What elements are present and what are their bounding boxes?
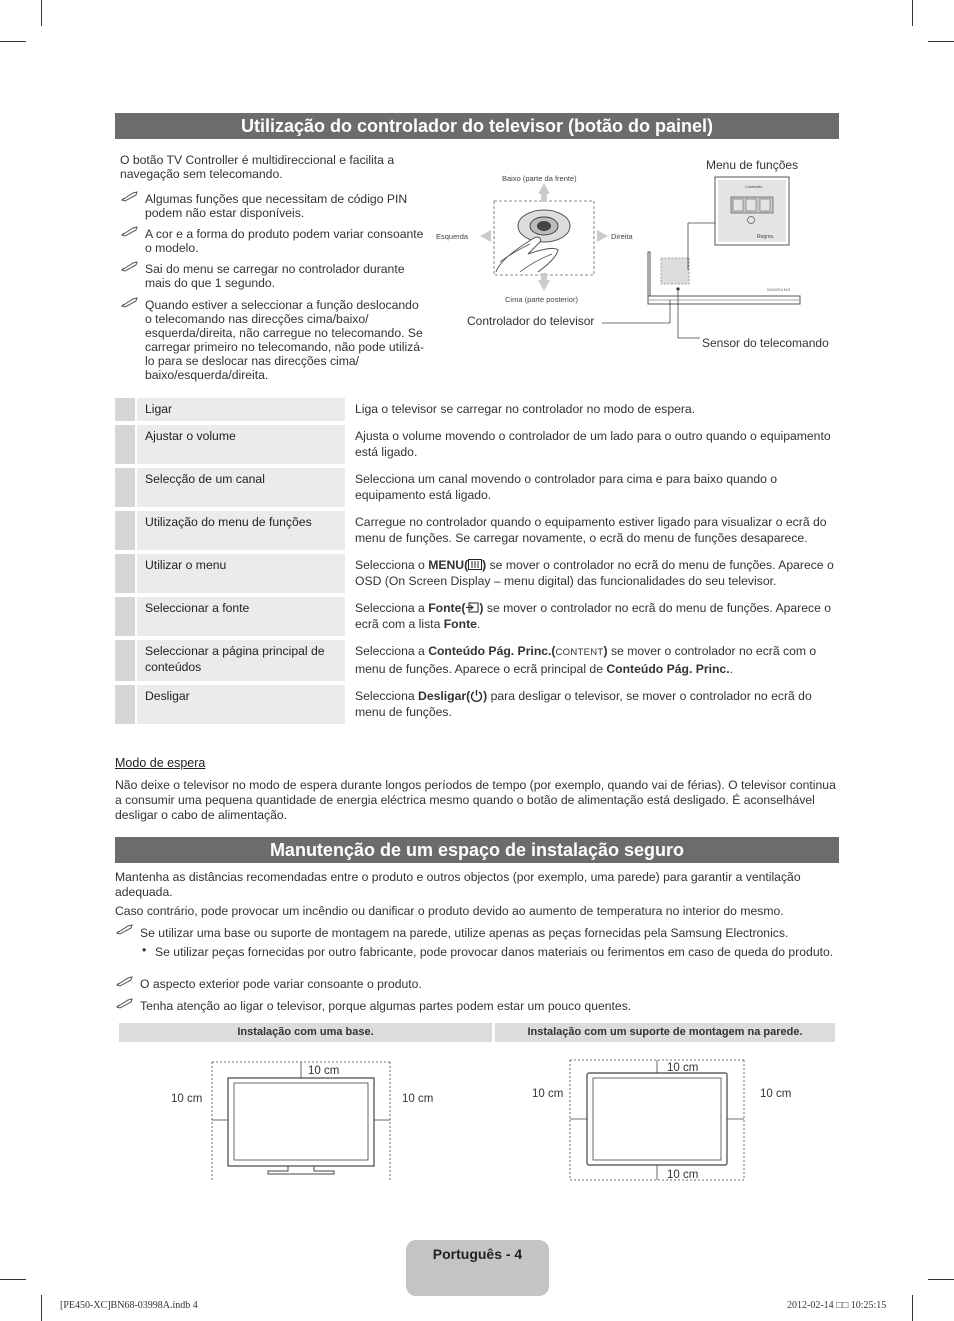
crop-mark bbox=[928, 41, 954, 42]
dir-up-label: Cima (parte posterior) bbox=[505, 295, 578, 304]
page-number: Português - 4 bbox=[432, 1246, 523, 1262]
crop-mark bbox=[928, 1279, 954, 1280]
ventilation-text: Mantenha as distâncias recomendadas entre o produto e outros objectos (por exemplo, uma parede) para garantir a ventilação adequada. bbox=[115, 870, 801, 899]
description-text: Fonte bbox=[443, 617, 477, 631]
description-text: Selecciona um canal movendo o controlador para cima e para baixo quando o equipamento está ligado. bbox=[355, 472, 778, 502]
function-label: Selecção de um canal bbox=[137, 468, 345, 507]
function-label: Utilizar o menu bbox=[137, 554, 345, 593]
description-text: Desligar( bbox=[418, 689, 471, 703]
row-marker bbox=[115, 597, 135, 636]
note-text: A cor e a forma do produto podem variar consoante o modelo. bbox=[145, 227, 424, 255]
note-icon bbox=[121, 260, 139, 272]
function-row bbox=[115, 468, 839, 507]
description-text: Carregue no controlador quando o equipamento estiver ligado para visualizar o ecrã do menu de funções. Se carregar novamente, o ecrã do menu de funções desaparece. bbox=[355, 515, 827, 545]
function-description bbox=[345, 640, 839, 681]
distance-right-label: 10 cm bbox=[760, 1088, 792, 1100]
function-label: Desligar bbox=[137, 685, 345, 724]
description-text: . bbox=[729, 662, 733, 676]
standby-heading: Modo de espera bbox=[115, 756, 206, 770]
description-text: ) bbox=[603, 644, 608, 658]
dir-right-label: Direita bbox=[611, 232, 633, 241]
description-text: Selecciona bbox=[355, 689, 419, 703]
distance-right-label: 10 cm bbox=[402, 1093, 434, 1105]
row-marker bbox=[115, 425, 135, 464]
row-marker bbox=[115, 468, 135, 507]
intro-text: O botão TV Controller é multidireccional e facilita a navegação sem telecomando. bbox=[120, 153, 395, 181]
note-icon bbox=[121, 296, 139, 308]
crop-mark bbox=[912, 1295, 913, 1321]
crop-mark bbox=[41, 0, 42, 26]
crop-mark bbox=[41, 1295, 42, 1321]
standby-text: Não deixe o televisor no modo de espera durante longos períodos de tempo (por exemplo, quando vai de férias). O televisor continua a consumir uma pequena quantidade de energia eléctrica mesmo quando o botão de alimentação está desligado. É aconselhável desligar o cabo de alimentação. bbox=[115, 778, 836, 822]
source-icon bbox=[465, 601, 479, 615]
function-row bbox=[115, 425, 839, 464]
function-description bbox=[345, 554, 839, 593]
function-table bbox=[115, 398, 839, 728]
bullet: • bbox=[142, 943, 147, 957]
dir-left-label: Esquerda bbox=[436, 232, 469, 241]
date-imprint: 2012-02-14 □□ 10:25:15 bbox=[787, 1300, 887, 1311]
note-icon bbox=[121, 225, 139, 237]
function-label: Ajustar o volume bbox=[137, 425, 345, 464]
description-text: Conteúdo Pág. Princ.( bbox=[428, 644, 556, 658]
description-text: CONTENT bbox=[555, 647, 604, 658]
function-row bbox=[115, 398, 839, 421]
remote-sensor-label: Sensor do telecomando bbox=[702, 336, 829, 350]
description-text: Selecciona o bbox=[355, 558, 429, 572]
description-text: Fonte( bbox=[428, 601, 466, 615]
description-text: Conteúdo Pág. Princ. bbox=[606, 662, 730, 676]
description-text: Selecciona a bbox=[355, 601, 429, 615]
crop-mark bbox=[0, 1279, 26, 1280]
crop-mark bbox=[0, 41, 26, 42]
description-text: se mover o controlador no ecrã do menu de funções. Aparece o ecrã com a lista bbox=[355, 601, 832, 631]
description-text: ) bbox=[482, 558, 487, 572]
description-text: MENU( bbox=[428, 558, 469, 572]
dir-down-label: Baixo (parte da frente) bbox=[502, 174, 577, 183]
crop-mark bbox=[912, 0, 913, 26]
function-row bbox=[115, 554, 839, 593]
description-text: Liga o televisor se carregar no controlador no modo de espera. bbox=[355, 402, 696, 416]
distance-top-label: 10 cm bbox=[667, 1062, 699, 1074]
distance-left-label: 10 cm bbox=[532, 1088, 564, 1100]
function-label: Utilização do menu de funções bbox=[137, 511, 345, 550]
row-marker bbox=[115, 554, 135, 593]
note-icon bbox=[116, 997, 134, 1009]
page-number-tab bbox=[406, 1240, 549, 1296]
distance-bottom-label: 10 cm bbox=[667, 1169, 699, 1181]
brand-logo: SAMSUNG bbox=[767, 287, 791, 292]
function-description bbox=[345, 468, 839, 507]
stand-install-header: Instalação com uma base. bbox=[119, 1023, 492, 1042]
function-label: Seleccionar a página principal de conteúdos bbox=[137, 640, 345, 681]
function-description bbox=[345, 685, 839, 724]
note-text: O aspecto exterior pode variar consoante o produto. bbox=[140, 977, 422, 991]
note-text: Se utilizar uma base ou suporte de montagem na parede, utilize apenas as peças fornecidas pela Samsung Electronics. bbox=[140, 926, 789, 940]
stand-install-diagram bbox=[170, 1055, 440, 1185]
function-label: Ligar bbox=[137, 398, 345, 421]
description-text: ) bbox=[483, 689, 488, 703]
menu-content-item: Conteúdo bbox=[745, 184, 763, 189]
description-text: Selecciona a bbox=[355, 644, 429, 658]
note-icon bbox=[121, 190, 139, 202]
controller-label: Controlador do televisor bbox=[467, 314, 595, 328]
function-description bbox=[345, 511, 839, 550]
function-row bbox=[115, 685, 839, 724]
function-menu-label: Menu de funções bbox=[706, 158, 799, 172]
function-label: Seleccionar a fonte bbox=[137, 597, 345, 636]
distance-top-label: 10 cm bbox=[308, 1065, 340, 1077]
distance-left-label: 10 cm bbox=[171, 1093, 203, 1105]
note-text: Algumas funções que necessitam de código PIN podem não estar disponíveis. bbox=[145, 192, 408, 220]
function-description bbox=[345, 398, 839, 421]
note-icon bbox=[116, 923, 134, 935]
bullet-text: Se utilizar peças fornecidas por outro fabricante, pode provocar danos materiais ou ferimentos em caso de queda do produto. bbox=[155, 945, 834, 959]
wall-install-diagram bbox=[530, 1055, 800, 1185]
description-text: para desligar o televisor, se mover o controlador no ecrã do menu de funções. bbox=[355, 689, 812, 719]
menu-icon bbox=[468, 558, 482, 572]
menu-return-item: Regres. bbox=[757, 234, 775, 240]
function-row bbox=[115, 640, 839, 681]
warning-text: Caso contrário, pode provocar um incêndio ou danificar o produto devido ao aumento de temperatura no interior do mesmo. bbox=[115, 904, 784, 918]
note-text: Sai do menu se carregar no controlador durante mais do que 1 segundo. bbox=[145, 262, 405, 290]
file-imprint: [PE450-XC]BN68-03998A.indb 4 bbox=[60, 1300, 198, 1311]
row-marker bbox=[115, 511, 135, 550]
section-title: Manutenção de um espaço de instalação seguro bbox=[115, 837, 839, 863]
function-description bbox=[345, 425, 839, 464]
wall-install-header: Instalação com um suporte de montagem na parede. bbox=[495, 1023, 835, 1042]
section-title: Utilização do controlador do televisor (botão do painel) bbox=[115, 113, 839, 139]
power-icon bbox=[470, 689, 483, 703]
row-marker bbox=[115, 685, 135, 724]
function-description bbox=[345, 597, 839, 636]
function-row bbox=[115, 597, 839, 636]
description-text: Ajusta o volume movendo o controlador de um lado para o outro quando o equipamento está ligado. bbox=[355, 429, 831, 459]
note-text: Quando estiver a seleccionar a função deslocando o telecomando nas direcções cima/baixo/ esquerda/direita, não carregue no telecomando. Se carregar primeiro no telecomando, não pode utilizá-lo para se deslocar nas direcções cima/ baixo/esquerda/direita. bbox=[145, 298, 425, 382]
description-text: . bbox=[476, 617, 481, 631]
function-row bbox=[115, 511, 839, 550]
note-icon bbox=[116, 975, 134, 987]
description-text: ) bbox=[479, 601, 484, 615]
note-text: Tenha atenção ao ligar o televisor, porque algumas partes podem estar um pouco quentes. bbox=[140, 999, 632, 1013]
row-marker bbox=[115, 398, 135, 421]
row-marker bbox=[115, 640, 135, 681]
description-text: se mover o controlador no ecrã com o menu de funções. Aparece o ecrã principal de bbox=[355, 644, 817, 676]
description-text: se mover o controlador no ecrã do menu de funções. Aparece o OSD (On Screen Display – menu digital) das funcionalidades do seu televisor. bbox=[355, 558, 834, 588]
